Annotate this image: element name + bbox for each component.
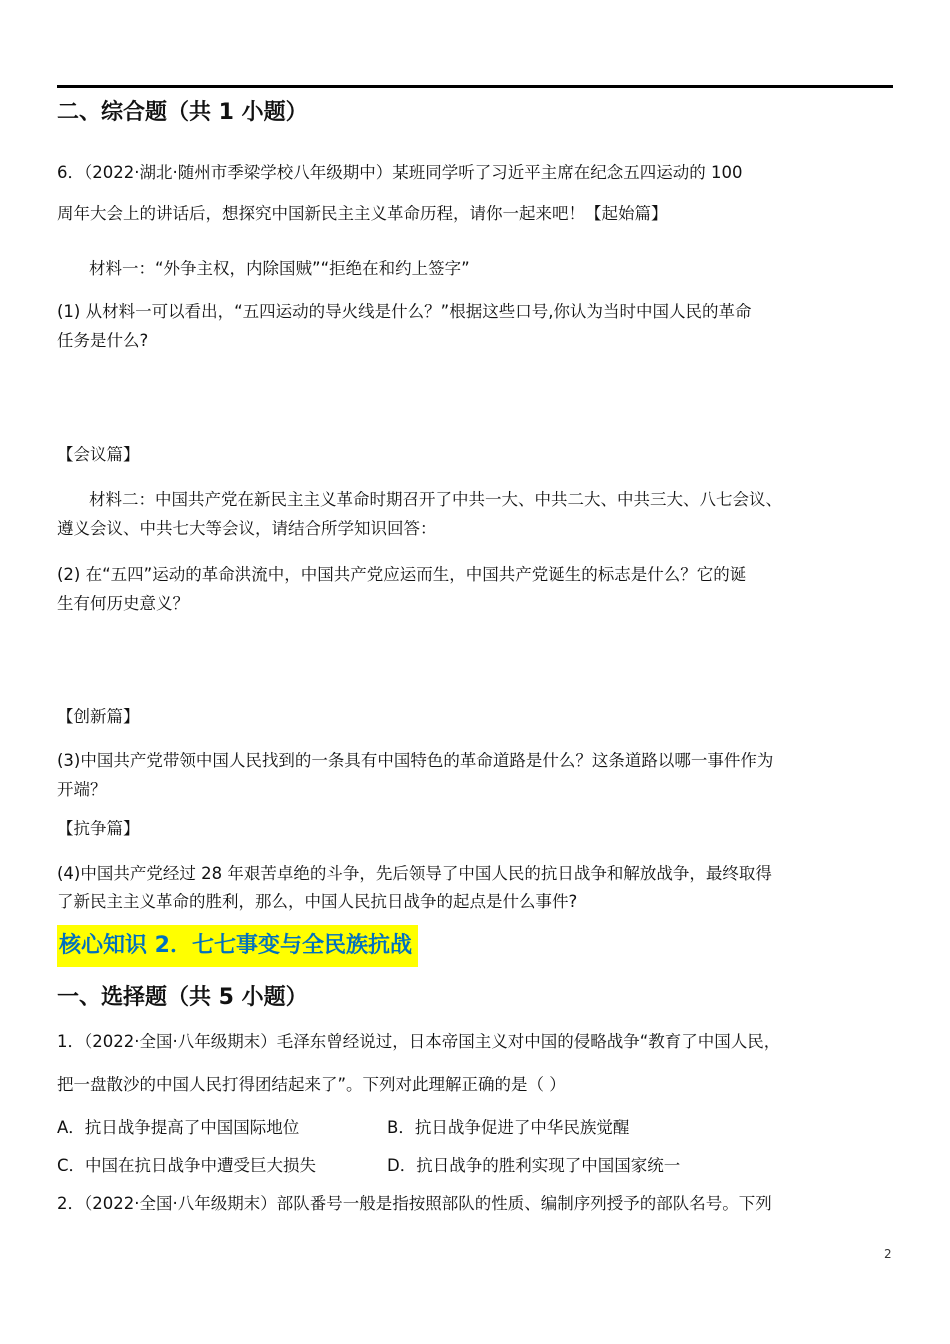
innovation-section-label: 【创新篇】 bbox=[57, 707, 140, 726]
option-a: A．抗日战争提高了中国国际地位 bbox=[57, 1118, 300, 1137]
material-two-line-2: 遵义会议、中共七大等会议，请结合所学知识回答： bbox=[57, 519, 437, 538]
option-d: D．抗日战争的胜利实现了中国国家统一 bbox=[387, 1156, 681, 1175]
section-one-title: 一、选择题（共 5 小题） bbox=[57, 985, 308, 1010]
option-b: B．抗日战争促进了中华民族觉醒 bbox=[387, 1118, 630, 1137]
question-6-line-1: 6．（2022·湖北·随州市季梁学校八年级期中）某班同学听了习近平主席在纪念五四运动的 100 bbox=[57, 163, 743, 182]
sub-question-2-line-1: (2) 在“五四”运动的革命洪流中，中国共产党应运而生，中国共产党诞生的标志是什么？它的诞 bbox=[57, 565, 747, 584]
material-one: 材料一：“外争主权，内除国贼”“拒绝在和约上签字” bbox=[89, 259, 470, 278]
option-c: C．中国在抗日战争中遭受巨大损失 bbox=[57, 1156, 317, 1175]
sub-question-3-line-1: (3)中国共产党带领中国人民找到的一条具有中国特色的革命道路是什么？这条道路以哪一事件作为 bbox=[57, 751, 774, 770]
question-2-line-1: 2．（2022·全国·八年级期末）部队番号一般是指按照部队的性质、编制序列授予的部队名号。下列 bbox=[57, 1194, 772, 1213]
question-6-line-2: 周年大会上的讲话后，想探究中国新民主主义革命历程，请你一起来吧！【起始篇】 bbox=[57, 204, 668, 223]
header-rule bbox=[57, 85, 893, 88]
question-1-line-1: 1．（2022·全国·八年级期末）毛泽东曾经说过，日本帝国主义对中国的侵略战争“教育了中国人民， bbox=[57, 1032, 781, 1051]
sub-question-1-line-2: 任务是什么? bbox=[57, 331, 149, 350]
question-1-line-2: 把一盘散沙的中国人民打得团结起来了”。下列对此理解正确的是（ ） bbox=[57, 1075, 566, 1094]
sub-question-2-line-2: 生有何历史意义？ bbox=[57, 594, 189, 613]
section-two-title: 二、综合题（共 1 小题） bbox=[57, 100, 308, 125]
struggle-section-label: 【抗争篇】 bbox=[57, 819, 140, 838]
material-two-line-1: 材料二：中国共产党在新民主主义革命时期召开了中共一大、中共二大、中共三大、八七会议、 bbox=[89, 490, 782, 509]
page-number: 2 bbox=[884, 1247, 892, 1261]
sub-question-4-line-2: 了新民主主义革命的胜利，那么，中国人民抗日战争的起点是什么事件? bbox=[57, 892, 578, 911]
core-knowledge-title: 核心知识 2．七七事变与全民族抗战 bbox=[57, 925, 418, 967]
sub-question-4-line-1: (4)中国共产党经过 28 年艰苦卓绝的斗争，先后领导了中国人民的抗日战争和解放战争，最终取得 bbox=[57, 864, 772, 883]
meeting-section-label: 【会议篇】 bbox=[57, 445, 140, 464]
sub-question-3-line-2: 开端？ bbox=[57, 780, 107, 799]
sub-question-1-line-1: (1) 从材料一可以看出，“五四运动的导火线是什么？”根据这些口号,你认为当时中国人民的革命 bbox=[57, 302, 752, 321]
